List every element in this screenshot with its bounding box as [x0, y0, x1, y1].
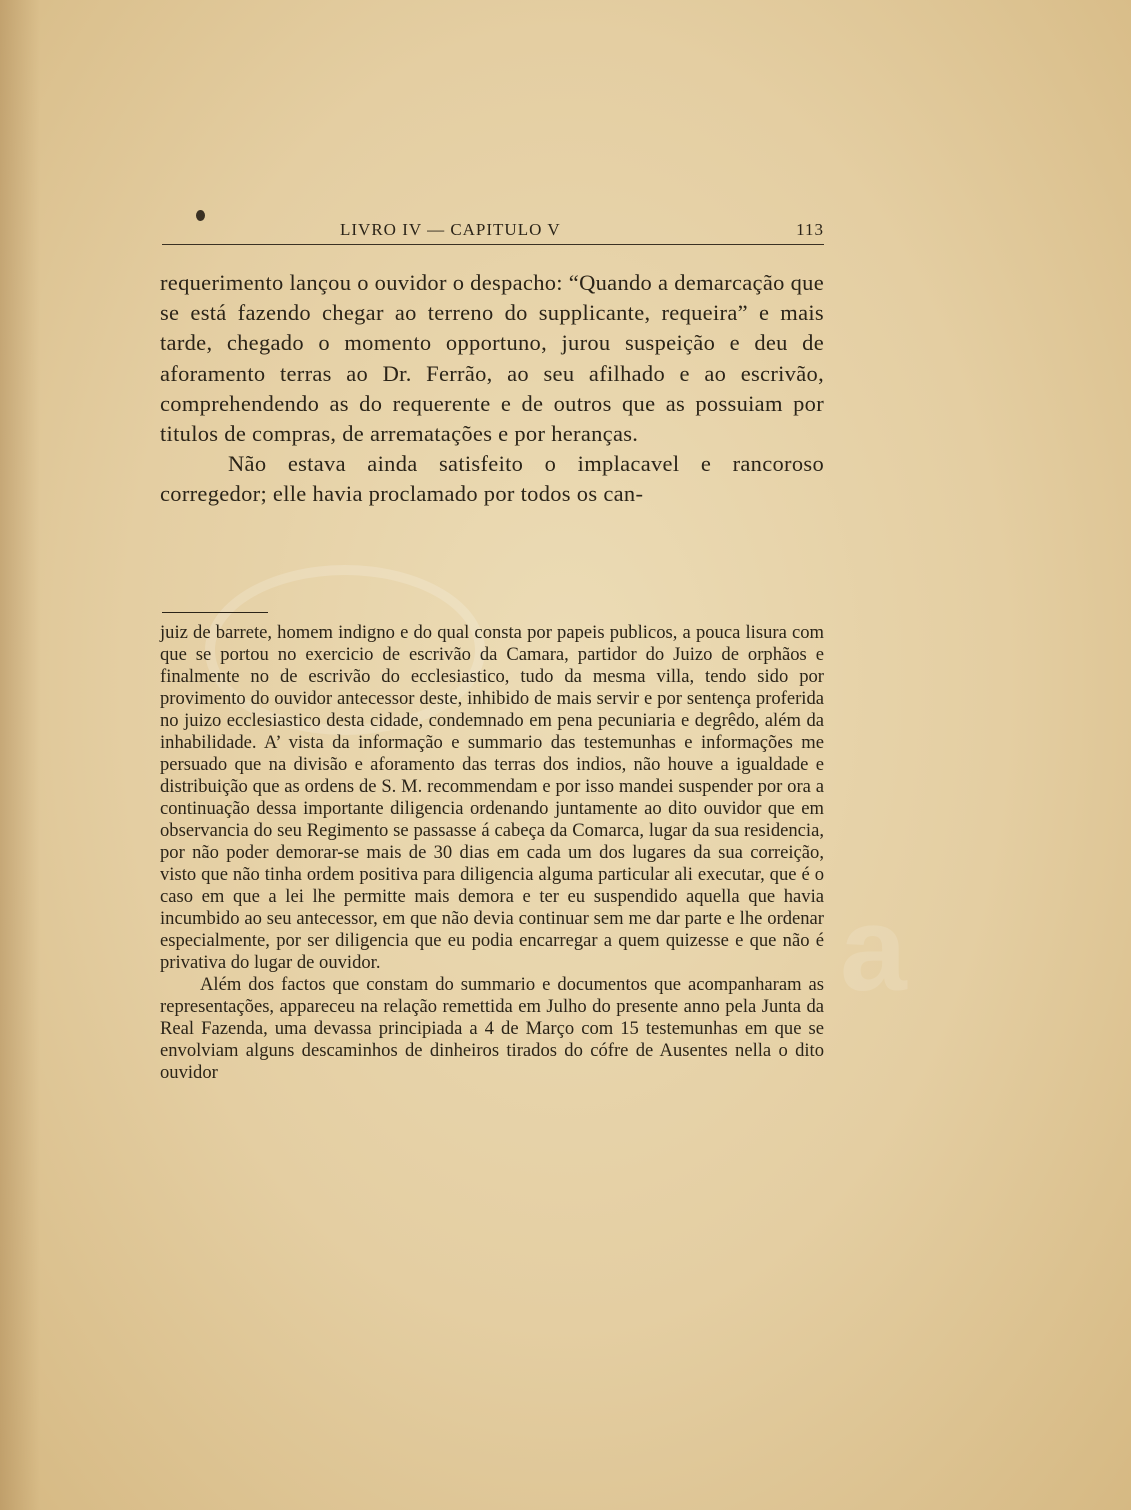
page-header	[162, 218, 824, 245]
main-text	[160, 268, 824, 510]
footnote-paragraph: Além dos factos que constam do summario e documentos que acompanharam as representações, appareceu na relação remettida em Julho do presente anno pela Junta da Real Fazenda, uma devassa principiada a 4 de Março com 15 testemunhas em que se envolviam alguns descaminhos de dinheiros tirados do cófre de Ausentes nella o dito ouvidor	[160, 974, 824, 1083]
page-edge-stain	[0, 0, 40, 1510]
paragraph: requerimento lançou o ouvidor o despacho: “Quando a demarcação que se está fazendo chegar ao terreno do supplicante, requeira” e mais tarde, chegado o momento opportuno, jurou suspeição e deu de aforamento terras ao Dr. Ferrão, ao seu afilhado e ao escrivão, comprehendendo as do requerente e de outros que as possuiam por titulos de compras, de arrematações e por heranças.	[160, 270, 824, 447]
page-number: 113	[796, 220, 824, 239]
footnote-rule	[162, 612, 268, 613]
running-head: LIVRO IV — CAPITULO V	[340, 220, 561, 239]
paragraph: Não estava ainda satisfeito o implacavel e rancoroso corregedor; elle havia proclamado por todos os can-	[160, 451, 824, 507]
ink-dot	[196, 210, 205, 221]
footnote	[160, 622, 824, 1084]
watermark-letter: a	[840, 882, 907, 1016]
footnote-paragraph: juiz de barrete, homem indigno e do qual consta por papeis publicos, a pouca lisura com que se portou no exercicio de escrivão da Camara, partidor do Juizo de orphãos e finalmente no de escrivão do ecclesiastico, tudo da mesma villa, tendo sido por provimento do ouvidor antecessor deste, inhibido de mais servir e por sentença proferida no juizo ecclesiastico desta cidade, condemnado em pena pecuniaria e degrêdo, além da inhabilidade. A’ vista da informação e summario das testemunhas e informações me persuado que na divisão e aforamento das terras dos indios, não houve a igualdade e distribuição que as ordens de S. M. recommendam e por isso mandei suspender por ora a continuação dessa importante diligencia ordenando juntamente ao dito ouvidor que em observancia do seu Regimento se passasse á cabeça da Comarca, lugar da sua residencia, por não poder demorar-se mais de 30 dias em cada um dos lugares da sua correição, visto que não tinha ordem positiva para diligencia alguma particular ali executar, que é o caso em que a lei lhe permitte mais demora e ter eu suspendido aquella que havia incumbido ao seu antecessor, em que não devia continuar sem me dar parte e lhe ordenar especialmente, por ser diligencia que eu podia encarregar a quem quizesse e que não é privativa do lugar de ouvidor.	[160, 622, 824, 973]
